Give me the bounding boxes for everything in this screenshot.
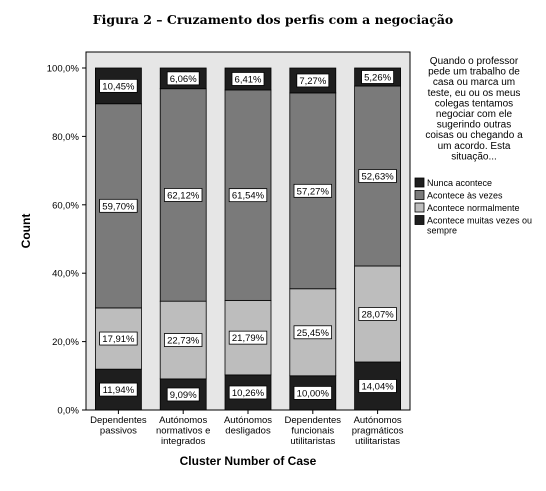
legend-swatch bbox=[415, 216, 424, 225]
y-tick-label: 40,0% bbox=[52, 268, 79, 280]
legend-item-label: Acontece muitas vezes ou sempre bbox=[427, 215, 533, 236]
x-axis-title: Cluster Number of Case bbox=[179, 454, 317, 468]
data-label: 10,45% bbox=[102, 81, 135, 93]
data-label: 9,09% bbox=[169, 389, 197, 401]
y-axis-title: Count bbox=[19, 213, 33, 249]
x-tick-label: Dependentes passivos bbox=[90, 415, 147, 437]
y-tick-label: 60,0% bbox=[52, 200, 79, 212]
data-label: 6,06% bbox=[169, 73, 197, 85]
y-tick-label: 80,0% bbox=[52, 131, 79, 143]
legend-item-label: Nunca acontece bbox=[427, 178, 493, 188]
bars-group bbox=[95, 68, 400, 410]
legend-item-label: Acontece normalmente bbox=[427, 203, 520, 213]
legend-swatch bbox=[415, 178, 424, 187]
x-tick-label: Autónomos normativos e integrados bbox=[156, 415, 211, 447]
y-axis bbox=[47, 64, 86, 417]
data-label: 7,27% bbox=[299, 75, 327, 87]
data-label: 22,73% bbox=[167, 335, 200, 347]
data-label: 57,27% bbox=[296, 186, 329, 198]
legend-swatch bbox=[415, 203, 424, 212]
data-label: 14,04% bbox=[361, 381, 394, 393]
data-label: 10,00% bbox=[296, 388, 329, 400]
x-tick-label: Autónomos desligados bbox=[223, 415, 273, 437]
legend-item-label: Acontece às vezes bbox=[427, 190, 503, 201]
data-label: 6,41% bbox=[234, 74, 262, 86]
y-tick-label: 20,0% bbox=[52, 337, 79, 349]
figure-title: Figura 2 – Cruzamento dos perfis com a negociação bbox=[92, 12, 454, 27]
legend bbox=[415, 56, 532, 236]
data-label: 62,12% bbox=[167, 190, 200, 202]
x-axis-labels bbox=[90, 410, 404, 447]
legend-title: Quando o professor pede um trabalho de casa ou marca um teste, eu ou os meus colegas tentamos negociar com ele sugerindo outras coisas ou chegando a um acordo. Esta situação... bbox=[425, 56, 523, 163]
data-label: 61,54% bbox=[231, 190, 265, 202]
data-label: 21,79% bbox=[231, 333, 265, 345]
data-label: 10,26% bbox=[231, 387, 265, 399]
legend-swatch bbox=[415, 191, 424, 200]
data-label: 5,26% bbox=[364, 72, 392, 84]
data-label: 17,91% bbox=[102, 334, 135, 346]
x-tick-label: Autónomos pragmáticos utilitaristas bbox=[351, 415, 404, 447]
data-label: 11,94% bbox=[102, 385, 135, 397]
data-label: 28,07% bbox=[361, 309, 394, 321]
data-label: 25,45% bbox=[296, 327, 329, 339]
data-label: 52,63% bbox=[361, 171, 394, 183]
y-tick-label: 0,0% bbox=[57, 405, 79, 417]
data-label: 59,70% bbox=[102, 201, 135, 213]
y-tick-label: 100,0% bbox=[46, 63, 79, 75]
x-tick-label: Dependentes funcionais utilitaristas bbox=[284, 415, 342, 447]
